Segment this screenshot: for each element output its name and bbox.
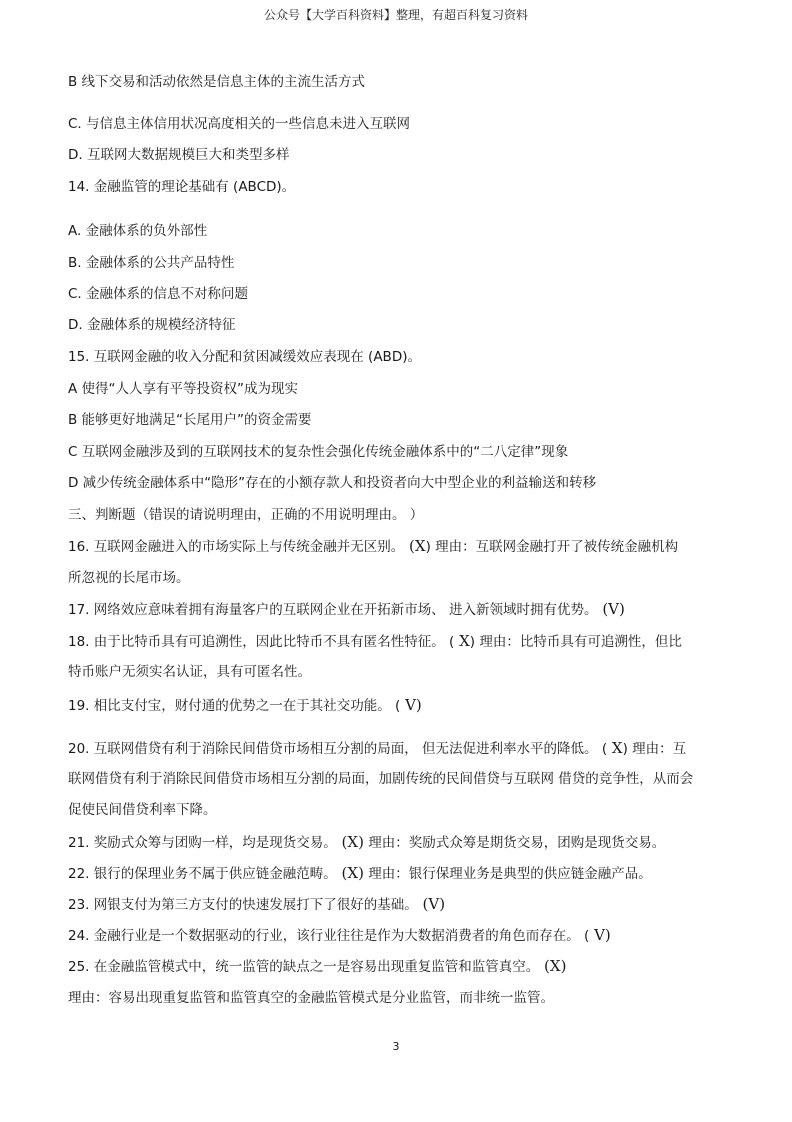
text-line	[68, 632, 682, 651]
line-text: 18. 由于比特币具有可追溯性，因此比特币不具有匿名性特征。 (	[68, 634, 455, 650]
line-text: 联网借贷有利于消除民间借贷市场相互分割的局面，加剧传统的民间借贷与互联网 借贷的竞争性，从而会	[68, 771, 694, 787]
line-text: 15. 互联网金融的收入分配和贫困减缓效应表现在 (ABD)。	[68, 349, 421, 365]
line-text: 促使民间借贷利率下降。	[68, 802, 217, 818]
text-line	[68, 254, 234, 272]
text-line	[68, 316, 235, 334]
line-text: C 互联网金融涉及到的互联网技术的复杂性会强化传统金融体系中的“二八定律”现象	[68, 444, 569, 460]
line-text: 24. 金融行业是一个数据驱动的行业，该行业往往是作为大数据消费者的角色而存在。 (	[68, 928, 590, 944]
text-line	[68, 537, 678, 556]
page-header: 公众号【大学百科资料】整理，有超百科复习资料	[263, 8, 528, 22]
line-text: 所忽视的长尾市场。	[68, 570, 190, 586]
line-text: 22. 银行的保理业务不属于供应链金融范畴。	[68, 866, 337, 882]
line-text: D. 互联网大数据规模巨大和类型多样	[68, 147, 290, 163]
text-line	[68, 696, 422, 715]
line-text: C. 与信息主体信用状况高度相关的一些信息未进入互联网	[68, 116, 411, 132]
text-line	[68, 864, 652, 883]
text-line	[68, 833, 665, 852]
line-text: 16. 互联网金融进入的市场实际上与传统金融并无区别。	[68, 539, 405, 555]
line-text: C. 金融体系的信息不对称问题	[68, 286, 249, 302]
line-text: A. 金融体系的负外部性	[68, 223, 208, 239]
text-line	[68, 989, 554, 1007]
line-text: 21. 奖励式众筹与团购一样，均是现货交易。	[68, 835, 337, 851]
line-text: 14. 金融监管的理论基础有 (ABCD)。	[68, 179, 296, 195]
judgement-mark: (X)	[539, 957, 567, 975]
text-line	[68, 801, 217, 819]
text-line	[68, 506, 423, 524]
judgement-mark: V)	[589, 926, 611, 944]
reason-text: ) 理由：互	[622, 741, 687, 757]
line-text: B 线下交易和活动依然是信息主体的主流生活方式	[68, 74, 366, 90]
judgement-mark: (V)	[417, 895, 446, 913]
text-line	[68, 222, 207, 240]
text-line	[68, 115, 410, 133]
text-line	[68, 770, 693, 788]
judgement-mark: (X)	[336, 864, 364, 882]
text-line	[68, 895, 445, 914]
text-line	[68, 957, 566, 976]
text-line	[68, 178, 295, 196]
judgement-mark: (X)	[336, 833, 364, 851]
line-text: 20. 互联网借贷有利于消除民间借贷市场相互分割的局面， 但无法促进利率水平的降低。 (	[68, 741, 608, 757]
line-text: 19. 相比支付宝，财付通的优势之一在于其社交功能。 (	[68, 698, 401, 714]
reason-text: ) 理由：比特币具有可追溯性，但比	[469, 634, 682, 650]
text-line	[68, 926, 611, 945]
text-line	[68, 443, 568, 461]
text-line	[68, 380, 298, 398]
reason-text: ) 理由：互联网金融打开了被传统金融机构	[425, 539, 679, 555]
page-number: 3	[392, 1040, 400, 1053]
line-text: D. 金融体系的规模经济特征	[68, 317, 236, 333]
line-text: B 能够更好地满足“长尾用户”的资金需要	[68, 412, 312, 428]
text-line	[68, 348, 421, 366]
text-line	[68, 569, 190, 587]
line-text: 特币账户无须实名认证，具有可匿名性。	[68, 664, 311, 680]
line-text: 17. 网络效应意味着拥有海量客户的互联网企业在开拓新市场、 进入新领域时拥有优势。	[68, 602, 598, 618]
text-line	[68, 474, 596, 492]
reason-text: 理由：奖励式众筹是期货交易，团购是现货交易。	[363, 835, 666, 851]
judgement-mark: X	[454, 632, 470, 650]
line-text: A 使得“人人享有平等投资权”成为现实	[68, 381, 299, 397]
line-text: D 减少传统金融体系中“隐形”存在的小额存款人和投资者向大中型企业的利益输送和转移	[68, 475, 597, 491]
reason-text: 理由：银行保理业务是典型的供应链金融产品。	[363, 866, 652, 882]
judgement-mark: X	[607, 739, 623, 757]
text-line	[68, 146, 289, 164]
text-line	[68, 663, 311, 681]
text-line	[68, 73, 365, 91]
line-text: 三、判断题（错误的请说明理由，正确的不用说明理由。 ）	[68, 507, 424, 523]
judgement-mark: (V)	[597, 600, 625, 618]
text-line	[68, 739, 686, 758]
line-text: 23. 网银支付为第三方支付的快速发展打下了很好的基础。	[68, 897, 418, 913]
line-text: B. 金融体系的公共产品特性	[68, 255, 235, 271]
line-text: 理由：容易出现重复监管和监管真空的金融监管模式是分业监管，而非统一监管。	[68, 990, 554, 1006]
line-text: 25. 在金融监管模式中，统一监管的缺点之一是容易出现重复监管和监管真空。	[68, 959, 540, 975]
judgement-mark: V)	[400, 696, 422, 714]
text-line	[68, 411, 312, 429]
judgement-mark: (X	[404, 537, 426, 555]
text-line	[68, 600, 625, 619]
text-line	[68, 285, 248, 303]
